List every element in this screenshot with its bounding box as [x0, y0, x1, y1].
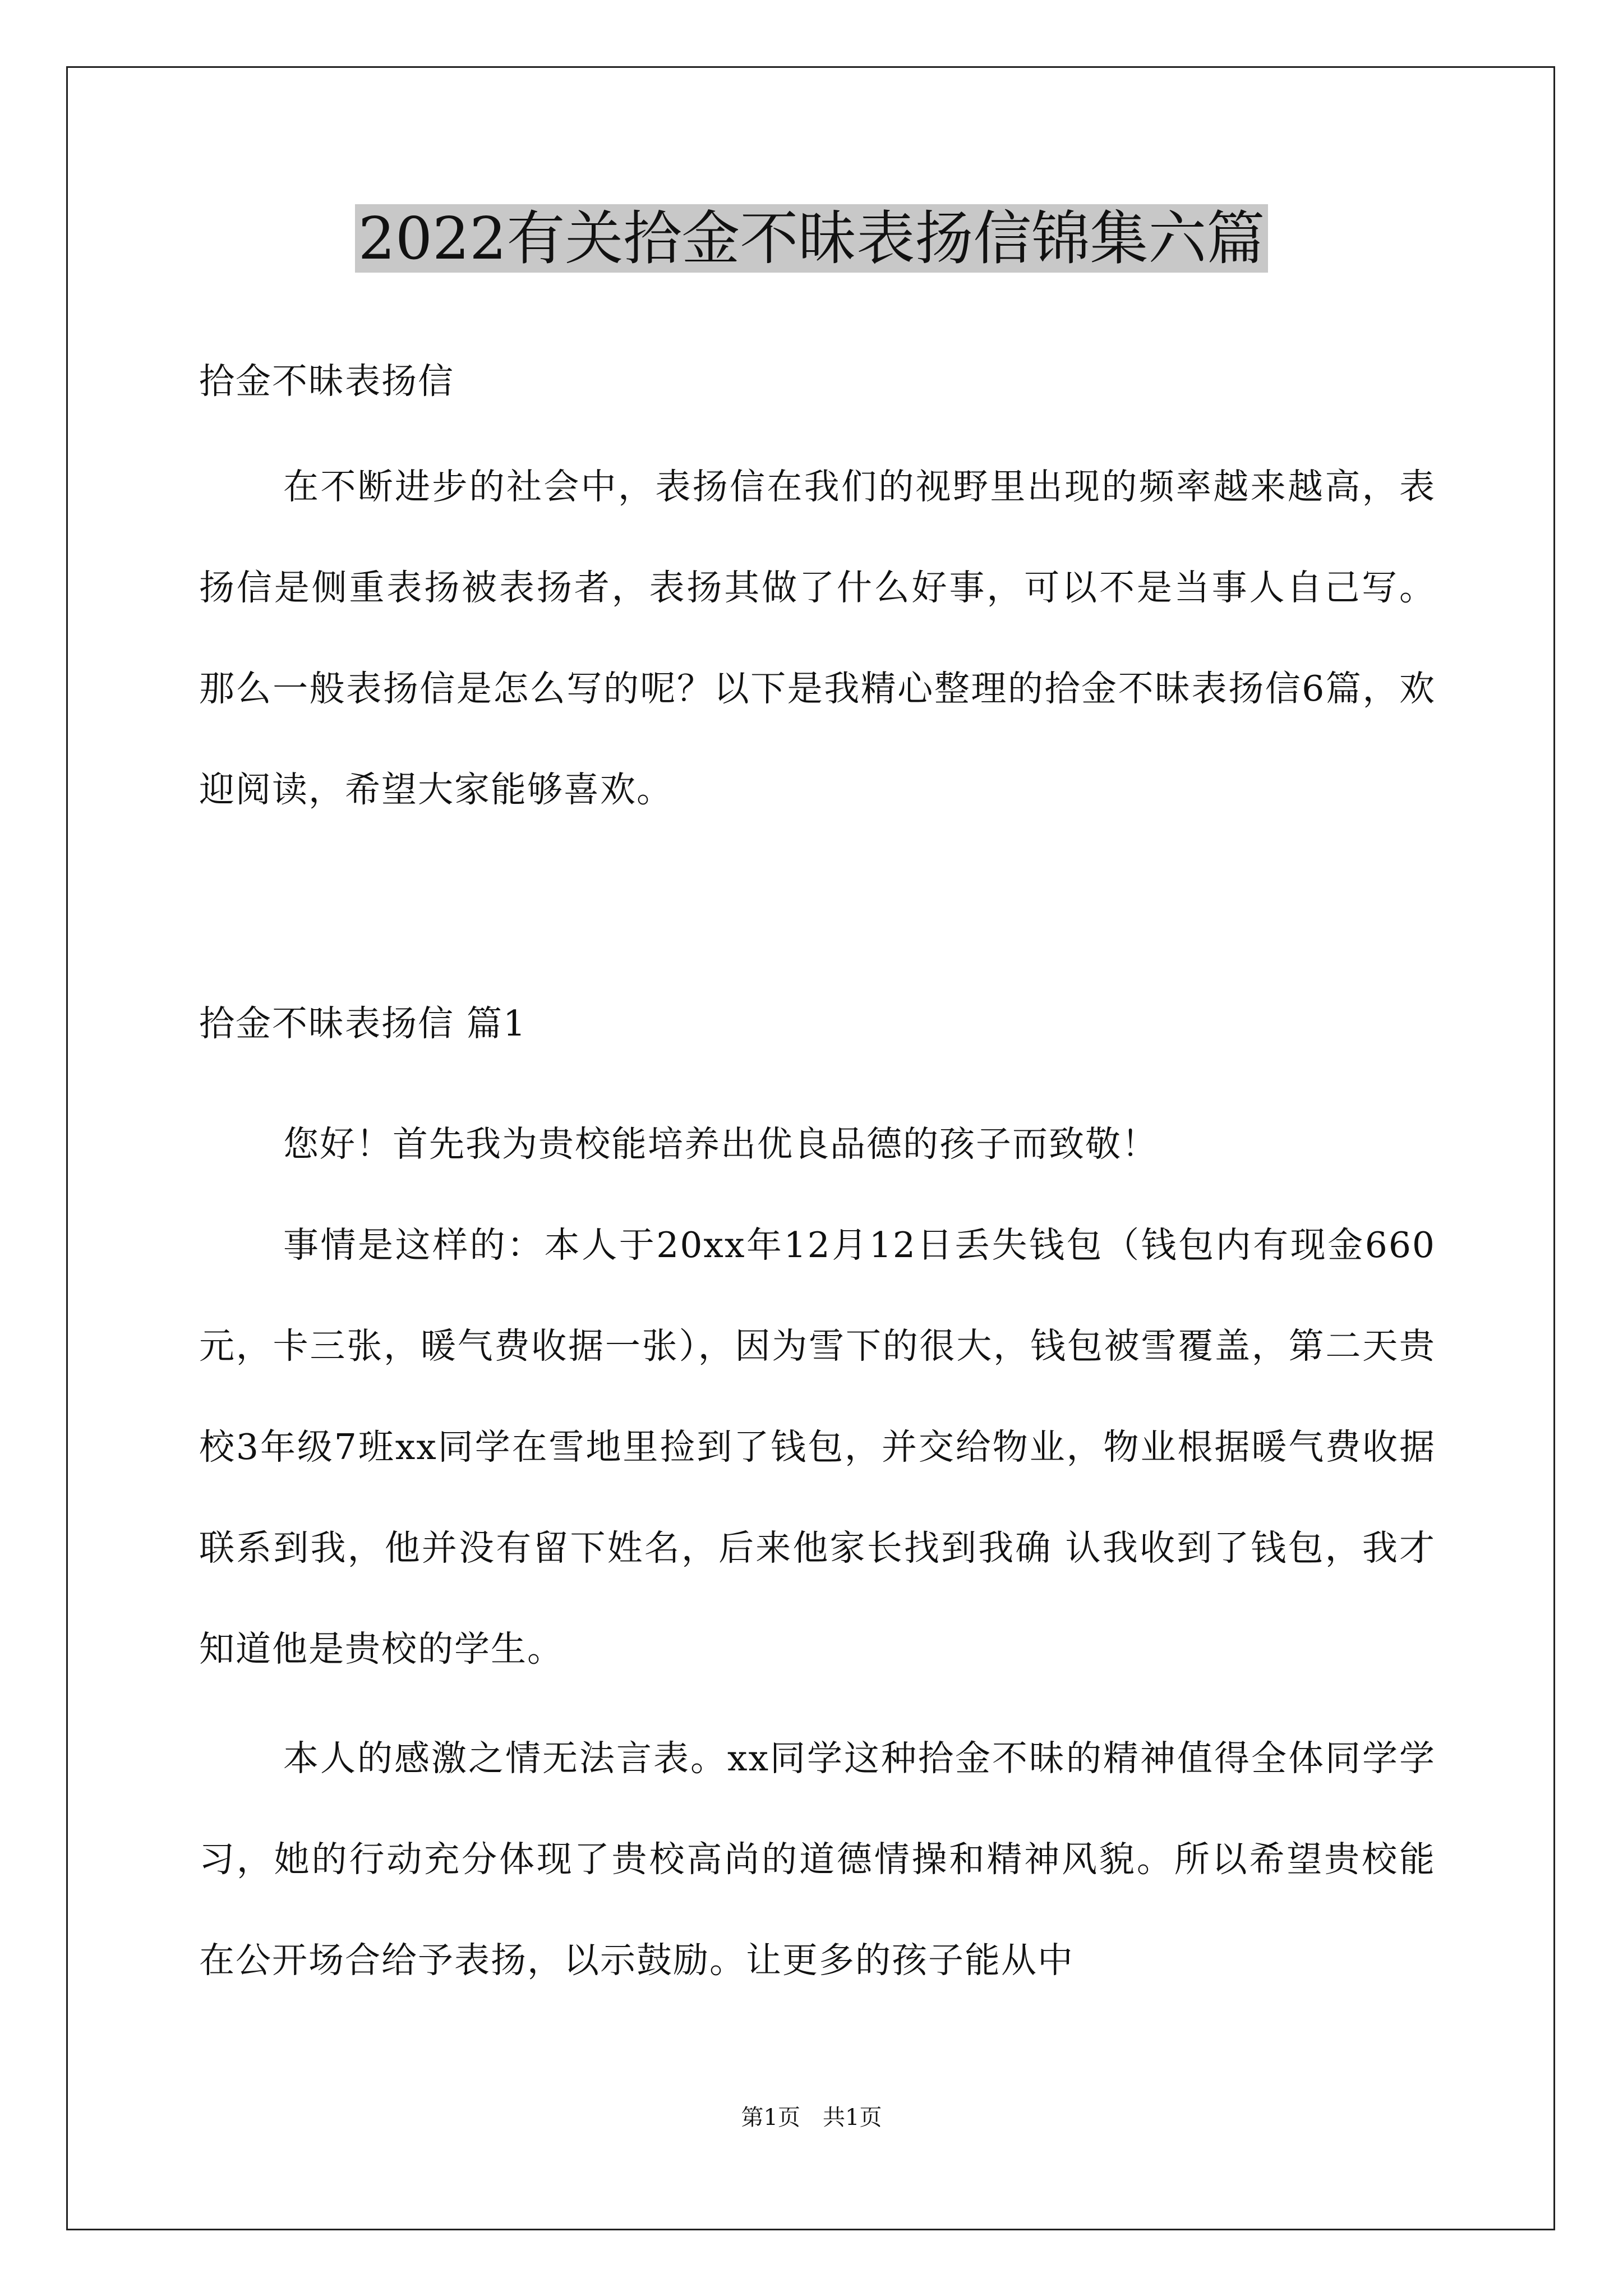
section1-heading: 拾金不昧表扬信 篇1	[199, 1003, 527, 1044]
section1-paragraph-3: 本人的感激之情无法言表。xx同学这种拾金不昧的精神值得全体同学学习，她的行动充分体现了贵校高尚的道德情操和精神风貌。所以希望贵校能在公开场合给予表扬，以示鼓励。让更多的孩子能从中	[199, 1738, 1436, 1981]
document-title	[0, 196, 1623, 280]
page-footer: 第1页 共1页	[741, 2105, 882, 2131]
section1-paragraph-2: 事情是这样的：本人于20xx年12月12日丢失钱包（钱包内有现金660元，卡三张，暖气费收据一张），因为雪下的很大，钱包被雪覆盖，第二天贵校3年级7班xx同学在雪地里捡到了钱包，并交给物业，物业根据暖气费收据联系到我，他并没有留下姓名，后来他家长找到我确 认我收到了钱包，我才知道他是贵校的学生。	[199, 1225, 1436, 1669]
title-text: 2022有关拾金不昧表扬信锦集六篇	[355, 204, 1269, 273]
intro-heading: 拾金不昧表扬信	[199, 361, 454, 402]
section1-paragraph-1: 您好！首先我为贵校能培养出优良品德的孩子而致敬！	[283, 1124, 1158, 1165]
intro-paragraph: 在不断进步的社会中，表扬信在我们的视野里出现的频率越来越高，表扬信是侧重表扬被表扬者，表扬其做了什么好事，可以不是当事人自己写。那么一般表扬信是怎么写的呢？以下是我精心整理的拾金不昧表扬信6篇，欢迎阅读，希望大家能够喜欢。	[199, 466, 1436, 810]
